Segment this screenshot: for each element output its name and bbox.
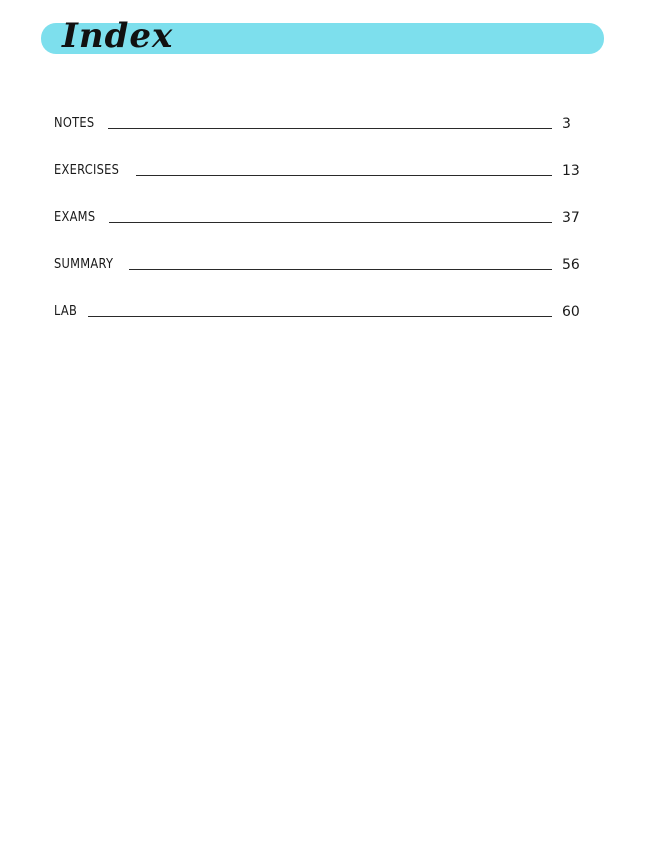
page-title: Index bbox=[62, 16, 174, 56]
index-entry-exercises bbox=[54, 132, 580, 179]
leader-line bbox=[109, 222, 552, 223]
index-list bbox=[54, 85, 580, 320]
index-entry-summary bbox=[54, 226, 580, 273]
index-entry-label: NOTES bbox=[54, 116, 95, 131]
index-entry-label: SUMMARY bbox=[54, 257, 114, 272]
index-entry-notes bbox=[54, 85, 580, 132]
leader-line bbox=[108, 128, 552, 129]
index-entry-label: EXERCISES bbox=[54, 163, 120, 178]
index-entry-exams bbox=[54, 179, 580, 226]
index-entry-label: EXAMS bbox=[54, 210, 96, 225]
leader-line bbox=[88, 316, 552, 317]
index-entry-page: 56 bbox=[562, 257, 580, 273]
index-entry-page: 3 bbox=[562, 116, 571, 132]
leader-line bbox=[136, 175, 552, 176]
index-entry-page: 60 bbox=[562, 304, 580, 320]
leader-line bbox=[129, 269, 552, 270]
index-entry-label: LAB bbox=[54, 304, 78, 319]
index-entry-page: 37 bbox=[562, 210, 580, 226]
index-entry-page: 13 bbox=[562, 163, 580, 179]
index-entry-lab bbox=[54, 273, 580, 320]
